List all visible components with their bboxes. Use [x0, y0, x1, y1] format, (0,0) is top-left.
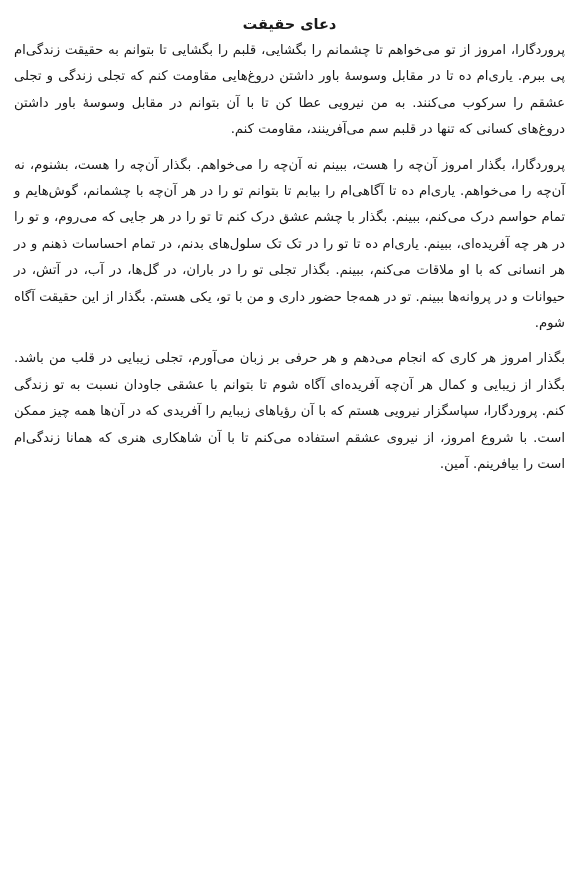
paragraph-1: پروردگارا، امروز از تو می‌خواهم تا چشمانم را بگشایی، قلبم را بگشایی تا بتوانم به حقیقت زندگی‌ام پی ببرم. یاری‌ام ده تا در مقابل وسوسهٔ باور داشتن دروغ‌هایی مقاومت کنم که تجلی زندگی و تجلی عشقم را سرکوب می‌کنند. به من نیرویی عطا کن تا با آن بتوانم در مقابل وسوسهٔ باور داشتن دروغ‌های کسانی که تنها در قلبم سم می‌آفرینند، مقاومت کنم. — [14, 43, 565, 138]
paragraph-3: بگذار امروز هر کاری که انجام می‌دهم و هر حرفی بر زبان می‌آورم، تجلی زیبایی در قلب من باشد. بگذار از زیبایی و کمال هر آن‌چه آفریده‌ای آگاه شوم تا بتوانم با عشقی جاودان نسبت به تو زندگی کنم. پروردگارا، سپاسگزار نیرویی هستم که با آن رؤیاهای زیبایم را آفریدی که در آن‌ها همه چیز ممکن است. با شروع امروز، از نیروی عشقم استفاده می‌کنم تا با آن شاهکاری هنری که همانا زندگی‌ام است را بیافرینم. آمین. — [14, 351, 565, 473]
document-title: دعای حقیقت — [242, 17, 337, 33]
document-page — [14, 14, 565, 488]
paragraph-2: پروردگارا، بگذار امروز آن‌چه را هست، ببینم نه آن‌چه را می‌خواهم. بگذار آن‌چه را هست، بشنوم، نه آن‌چه را می‌خواهم. یاری‌ام ده تا آگاهی‌ام را بیابم تا بتوانم تو را در هر آن‌چه با چشمانم، گوش‌هایم و تمام حواسم درک می‌کنم، ببینم. بگذار با چشم عشق درک کنم تا تو را در هر جایی که می‌روم، و تو را در هر چه آفریده‌ای، ببینم. یاری‌ام ده تا تو را در تک تک سلول‌های بدنم، در تمام احساسات ذهنم و در هر انسانی که با او ملاقات می‌کنم، ببینم. بگذار تجلی تو را در باران، در گل‌ها، در آب، در آتش، در حیوانات و در پروانه‌ها ببینم. تو در همه‌جا حضور داری و من با تو، یکی هستم. بگذار از این حقیقت آگاه شوم. — [14, 157, 565, 332]
